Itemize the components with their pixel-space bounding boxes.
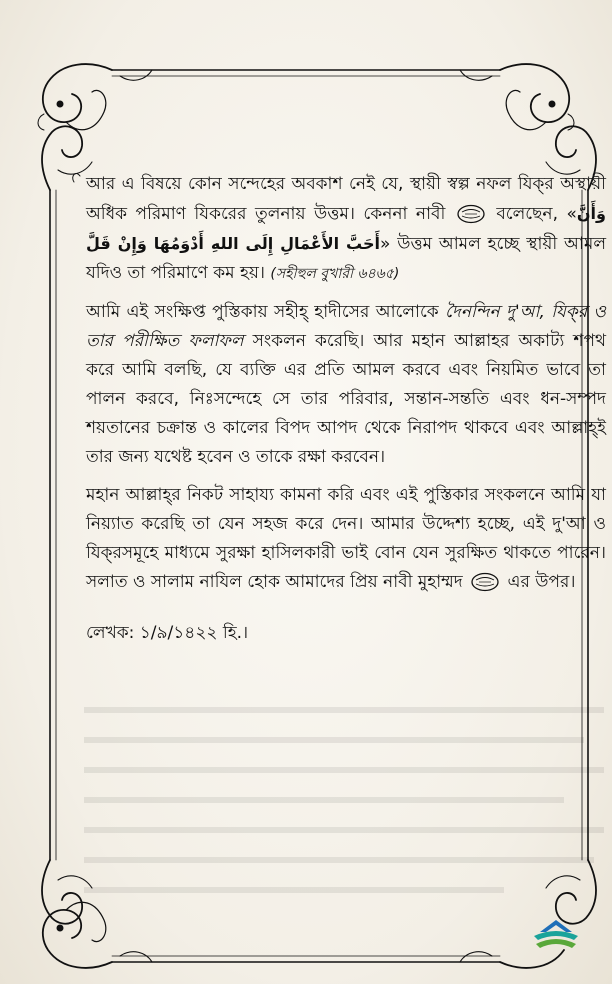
salawat-seal-icon	[470, 572, 500, 592]
paragraph-1	[86, 170, 606, 289]
page-body	[86, 170, 606, 657]
salawat-seal-icon	[456, 204, 486, 224]
show-through-texture	[84, 700, 604, 900]
paragraph-2-body: সংকলন করেছি। আর মহান আল্লাহর অকাট্য শপথ করে আমি বলছি, যে ব্যক্তি এর প্রতি আমল করবে এবং নিয়মিত ভাবে তা পালন করবে, নিঃসন্দেহে সে তার পরিবার, সন্তান-সন্ততি এবং ধন-সম্পদ শয়তানের চক্রান্ত ও কালের বিপদ আপদ থেকে নিরাপদ থাকবে এবং আল্লাহ্ই তার জন্য যথেষ্ট হবেন ও তাকে রক্ষা করবেন।	[86, 331, 607, 467]
paragraph-3	[86, 481, 606, 597]
paragraph-1-translation: » উত্তম আমল হচ্ছে স্থায়ী আমল যদিও তা পরিমাণে কম হয়।	[86, 234, 606, 283]
paragraph-3-body: মহান আল্লাহ্‌র নিকট সাহায্য কামনা করি এবং এই পুস্তিকার সংকলনে আমি যা নিয়্যাত করেছি তা যেন সহজ করে দেন। আমার উদ্দেশ্য হচ্ছে, এই দু'আ ও যিক্‌রসমূহে মাধ্যমে সুরক্ষা হাসিলকারী ভাই বোন যেন সুরক্ষিত থাকতে পারেন। সলাত ও সালাম নাযিল হোক আমাদের প্রিয় নাবী মুহাম্মদ	[86, 485, 606, 592]
paragraph-3-end: এর উপর।	[507, 572, 576, 592]
paragraph-1-said: বলেছেন, «	[496, 204, 577, 224]
book-topic-italic: দৈনন্দিন দু'আ, যিক্‌র ও তার পরীক্ষিত ফলাফল	[86, 302, 606, 351]
paragraph-2	[86, 298, 606, 472]
publisher-logo-icon	[528, 918, 584, 952]
paragraph-1-text: আর এ বিষয়ে কোন সন্দেহের অবকাশ নেই যে, স্থায়ী স্বল্প নফল যিক্‌র অস্থায়ী অধিক পরিমাণ যিকরের তুলনায় উত্তম। কেননা নাবী	[86, 174, 606, 224]
hadith-arabic-quote: وَأَنَّ أَحَبَّ الأَعْمَالِ إِلَى اللهِ أَدْوَمُهَا وَإِنْ قَلَّ	[86, 204, 606, 253]
author-date-line: লেখক: ১/৯/১৪২২ হি.।	[86, 623, 249, 643]
paragraph-2-intro: আমি এই সংক্ষিপ্ত পুস্তিকায় সহীহ্ হাদীসের আলোকে	[86, 302, 439, 322]
hadith-reference: (সহীহুল বুখারী ৬৪৬৫)	[270, 266, 400, 282]
